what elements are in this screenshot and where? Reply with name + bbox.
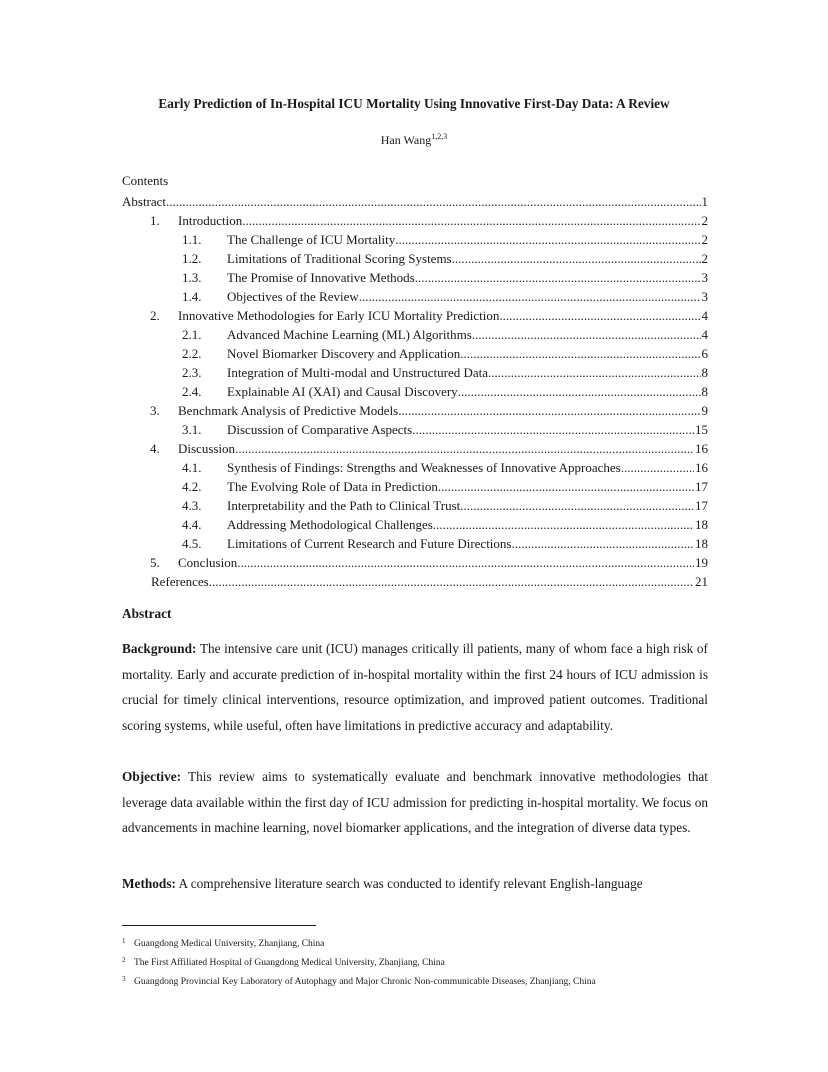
- toc-entry-label: Interpretability and the Path to Clinical Trust: [227, 498, 461, 513]
- toc-entry[interactable]: [122, 572, 708, 591]
- toc-dot-leader: [359, 287, 701, 306]
- toc-entry[interactable]: [122, 287, 708, 306]
- toc-entry[interactable]: [122, 553, 708, 572]
- toc-entry-label: Conclusion: [178, 555, 238, 570]
- toc-entry[interactable]: [122, 439, 708, 458]
- toc-dot-leader: [458, 382, 701, 401]
- toc-dot-leader: [433, 515, 694, 534]
- toc-entry-page-number: 3: [701, 289, 708, 304]
- toc-dot-leader: [395, 230, 700, 249]
- footnote-mark: 1: [122, 937, 126, 945]
- toc-entry-page-number: 18: [695, 536, 708, 551]
- toc-entry[interactable]: [122, 211, 708, 230]
- toc-entry-number: 4.3.: [182, 498, 202, 513]
- toc-dot-leader: [398, 401, 700, 420]
- toc-entry-page-number: 4: [701, 308, 708, 323]
- toc-dot-leader: [452, 249, 701, 268]
- toc-entry-page-number: 18: [695, 517, 708, 532]
- toc-entry[interactable]: [122, 192, 708, 211]
- toc-entry-page-number: 2: [701, 232, 708, 247]
- toc-entry-page-number: 15: [695, 422, 708, 437]
- toc-entry-page-number: 1: [701, 194, 708, 209]
- toc-entry-label: Explainable AI (XAI) and Causal Discovery: [227, 384, 458, 399]
- toc-entry-page-number: 17: [695, 479, 708, 494]
- toc-entry[interactable]: [122, 306, 708, 325]
- toc-entry-label: Innovative Methodologies for Early ICU Mortality Prediction: [178, 308, 500, 323]
- methods-label: Methods:: [122, 876, 176, 891]
- toc-dot-leader: [235, 439, 694, 458]
- toc-entry[interactable]: [122, 515, 708, 534]
- footnote: [122, 952, 722, 971]
- footnote-divider: [122, 925, 316, 926]
- toc-dot-leader: [438, 477, 694, 496]
- toc-entry-label: Integration of Multi-modal and Unstructured Data: [227, 365, 489, 380]
- toc-entry-label: Addressing Methodological Challenges: [227, 517, 433, 532]
- toc-entry[interactable]: [122, 401, 708, 420]
- toc-dot-leader: [488, 363, 700, 382]
- footnote-mark: 2: [122, 956, 126, 964]
- toc-entry-number: 5.: [150, 555, 160, 570]
- toc-entry-page-number: 8: [701, 384, 708, 399]
- footnote: [122, 971, 722, 990]
- abstract-heading: Abstract: [122, 606, 172, 621]
- toc-entry-label: Abstract: [122, 194, 167, 209]
- objective-label: Objective:: [122, 769, 182, 784]
- toc-entry-number: 2.2.: [182, 346, 202, 361]
- toc-entry-number: 4.2.: [182, 479, 202, 494]
- toc-entry-page-number: 3: [701, 270, 708, 285]
- toc-entry-page-number: 21: [695, 574, 708, 589]
- toc-entry[interactable]: [122, 268, 708, 287]
- toc-entry[interactable]: [122, 496, 708, 515]
- toc-entry-page-number: 19: [695, 555, 708, 570]
- toc-entry-page-number: 6: [701, 346, 708, 361]
- toc-entry[interactable]: [122, 230, 708, 249]
- toc-entry-number: 4.4.: [182, 517, 202, 532]
- toc-dot-leader: [511, 534, 694, 553]
- footnotes: [122, 933, 722, 990]
- footnote-mark: 3: [122, 975, 126, 983]
- toc-entry-label: Objectives of the Review: [227, 289, 359, 304]
- toc-entry-label: References: [151, 574, 209, 589]
- toc-entry-label: The Evolving Role of Data in Prediction: [227, 479, 438, 494]
- toc-entry[interactable]: [122, 325, 708, 344]
- toc-entry-number: 1.1.: [182, 232, 202, 247]
- author-line: [0, 132, 828, 148]
- toc-dot-leader: [242, 211, 700, 230]
- footnote-text: The First Affiliated Hospital of Guangdong Medical University, Zhanjiang, China: [134, 958, 445, 968]
- toc-entry-page-number: 16: [695, 441, 708, 456]
- toc-entry-number: 2.4.: [182, 384, 202, 399]
- toc-entry-number: 1.3.: [182, 270, 202, 285]
- footnote-text: Guangdong Provincial Key Laboratory of Autophagy and Major Chronic Non-communicable Diseases, Zhanjiang, China: [134, 977, 596, 987]
- toc-entry-number: 4.: [150, 441, 160, 456]
- toc-entry-label: Introduction: [178, 213, 243, 228]
- toc-entry-number: 4.5.: [182, 536, 202, 551]
- toc-entry-label: Advanced Machine Learning (ML) Algorithms: [227, 327, 472, 342]
- toc-entry-number: 2.1.: [182, 327, 202, 342]
- toc-entry-label: Limitations of Current Research and Future Directions: [227, 536, 512, 551]
- toc-dot-leader: [166, 192, 700, 211]
- toc-dot-leader: [415, 268, 701, 287]
- contents-heading: Contents: [122, 173, 169, 188]
- toc-entry[interactable]: [122, 534, 708, 553]
- toc-dot-leader: [499, 306, 700, 325]
- toc-entry[interactable]: [122, 363, 708, 382]
- footnote: [122, 933, 722, 952]
- abstract-objective-paragraph: [122, 764, 708, 841]
- toc-entry-label: Limitations of Traditional Scoring Systems: [227, 251, 452, 266]
- toc-entry-label: Novel Biomarker Discovery and Application: [227, 346, 461, 361]
- toc-entry-page-number: 9: [701, 403, 708, 418]
- toc-entry-label: The Promise of Innovative Methods: [227, 270, 415, 285]
- toc-entry-page-number: 16: [695, 460, 708, 475]
- toc-entry-page-number: 2: [701, 213, 708, 228]
- methods-text: A comprehensive literature search was conducted to identify relevant English-language: [178, 876, 643, 891]
- toc-entry[interactable]: [122, 420, 708, 439]
- toc-dot-leader: [621, 458, 694, 477]
- toc-entry-label: Synthesis of Findings: Strengths and Weaknesses of Innovative Approaches: [227, 460, 621, 475]
- author-name: Han Wang: [380, 133, 432, 147]
- toc-entry[interactable]: [122, 382, 708, 401]
- author-affiliation-marks: 1,2,3: [431, 132, 448, 141]
- toc-dot-leader: [237, 553, 694, 572]
- background-label: Background:: [122, 641, 197, 656]
- toc-entry[interactable]: [122, 249, 708, 268]
- toc-entry-number: 1.4.: [182, 289, 202, 304]
- toc-dot-leader: [472, 325, 701, 344]
- toc-entry[interactable]: [122, 458, 708, 477]
- toc-entry-number: 1.: [150, 213, 160, 228]
- toc-entry-number: 3.1.: [182, 422, 202, 437]
- toc-entry-page-number: 2: [701, 251, 708, 266]
- toc-entry-label: Discussion of Comparative Aspects: [227, 422, 413, 437]
- objective-text: This review aims to systematically evaluate and benchmark innovative methodologies that leverage data available within the first day of ICU admission for predicting in-hospital mortality. We focus on advancements in machine learning, novel biomarker applications, and the integration of diverse data types.: [122, 769, 708, 835]
- toc-dot-leader: [460, 496, 694, 515]
- toc-entry-label: Discussion: [178, 441, 236, 456]
- toc-entry-number: 3.: [150, 403, 160, 418]
- toc-entry-label: Benchmark Analysis of Predictive Models: [178, 403, 399, 418]
- background-text: The intensive care unit (ICU) manages critically ill patients, many of whom face a high risk of mortality. Early and accurate prediction of in-hospital mortality within the first 24 hours of ICU admission is crucial for timely clinical interventions, resource optimization, and improved patient outcomes. Traditional scoring systems, while useful, often have limitations in predictive accuracy and adaptability.: [122, 641, 708, 733]
- toc-entry-number: 2.3.: [182, 365, 202, 380]
- toc-dot-leader: [460, 344, 700, 363]
- paper-title: Early Prediction of In-Hospital ICU Mortality Using Innovative First-Day Data: A Review: [158, 96, 670, 111]
- toc-dot-leader: [209, 572, 694, 591]
- footnote-text: Guangdong Medical University, Zhanjiang, China: [134, 939, 325, 949]
- toc-entry[interactable]: [122, 344, 708, 363]
- toc-entry-label: The Challenge of ICU Mortality: [227, 232, 396, 247]
- toc-entry-number: 4.1.: [182, 460, 202, 475]
- toc-entry-page-number: 17: [695, 498, 708, 513]
- toc-entry-number: 2.: [150, 308, 160, 323]
- table-of-contents: [122, 192, 708, 591]
- abstract-methods-paragraph: [122, 871, 708, 897]
- abstract-background-paragraph: [122, 636, 708, 738]
- toc-entry-page-number: 4: [701, 327, 708, 342]
- toc-entry-number: 1.2.: [182, 251, 202, 266]
- toc-dot-leader: [412, 420, 694, 439]
- toc-entry-page-number: 8: [701, 365, 708, 380]
- toc-entry[interactable]: [122, 477, 708, 496]
